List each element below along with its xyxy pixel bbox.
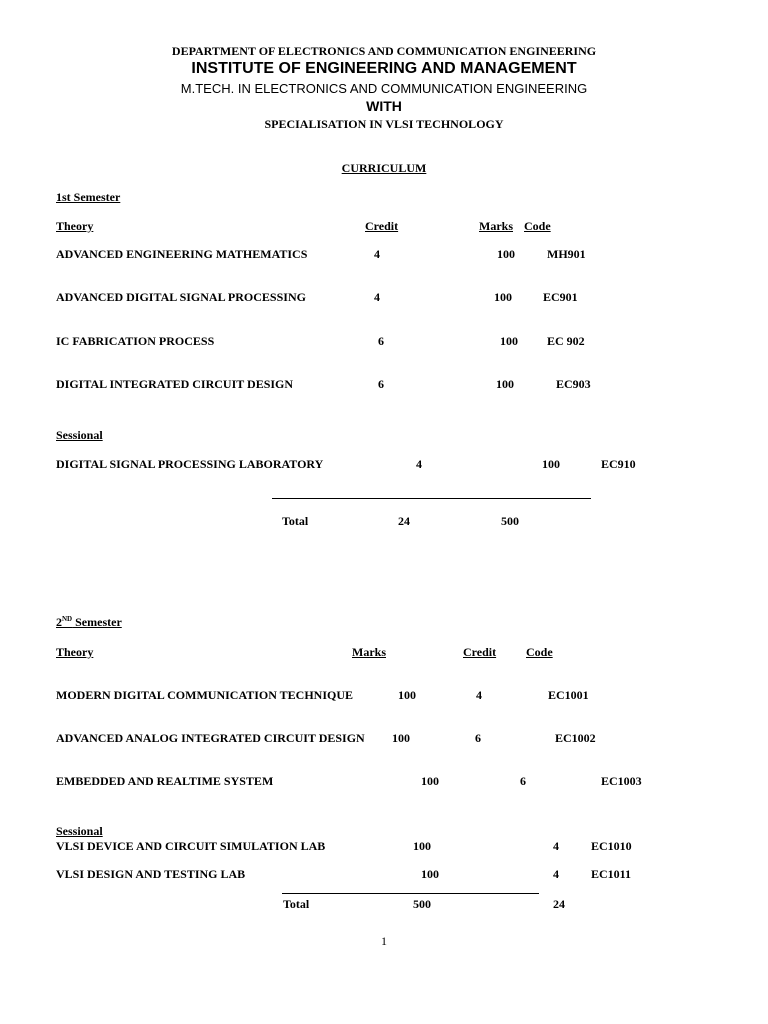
- course-credit: 4: [416, 457, 422, 471]
- course-code: EC910: [601, 457, 636, 471]
- sem2-total-marks: 500: [413, 897, 431, 911]
- course-marks: 100: [421, 867, 439, 881]
- department-heading: DEPARTMENT OF ELECTRONICS AND COMMUNICATION ENGINEERING: [171, 44, 597, 58]
- course-code: EC1001: [548, 688, 589, 702]
- course-marks: 100: [497, 247, 515, 261]
- course-marks: 100: [392, 731, 410, 745]
- sem2-header-code: Code: [526, 645, 553, 659]
- course-name: ADVANCED ENGINEERING MATHEMATICS: [56, 247, 308, 261]
- course-marks: 100: [421, 774, 439, 788]
- course-name: MODERN DIGITAL COMMUNICATION TECHNIQUE: [56, 688, 354, 702]
- course-credit: 4: [553, 867, 559, 881]
- course-name: ADVANCED ANALOG INTEGRATED CIRCUIT DESIGN: [56, 731, 365, 745]
- course-name: ADVANCED DIGITAL SIGNAL PROCESSING: [56, 290, 306, 304]
- course-credit: 4: [374, 290, 380, 304]
- curriculum-heading: CURRICULUM: [341, 161, 427, 175]
- with-heading: WITH: [366, 98, 402, 114]
- course-name: VLSI DESIGN AND TESTING LAB: [56, 867, 246, 881]
- course-credit: 4: [374, 247, 380, 261]
- course-marks: 100: [494, 290, 512, 304]
- course-credit: 6: [475, 731, 481, 745]
- sem1-total-divider: [272, 498, 591, 499]
- program-heading: M.TECH. IN ELECTRONICS AND COMMUNICATION ENGINEERING: [180, 81, 588, 96]
- course-name: VLSI DEVICE AND CIRCUIT SIMULATION LAB: [56, 839, 326, 853]
- course-name: DIGITAL SIGNAL PROCESSING LABORATORY: [56, 457, 324, 471]
- course-code: EC1003: [601, 774, 642, 788]
- sem1-header-credit: Credit: [365, 219, 399, 233]
- course-marks: 100: [542, 457, 560, 471]
- course-marks: 100: [413, 839, 431, 853]
- sem2-total-label: Total: [283, 897, 310, 911]
- sem2-sessional-title: Sessional: [56, 824, 103, 838]
- sem1-sessional-title: Sessional: [56, 428, 103, 442]
- sem1-total-credit: 24: [398, 514, 410, 528]
- course-code: EC901: [543, 290, 578, 304]
- sem1-header-theory: Theory: [56, 219, 94, 233]
- sem1-header-code: Code: [524, 219, 551, 233]
- course-code: EC1002: [555, 731, 596, 745]
- semester2-title: 2ND Semester: [56, 615, 122, 629]
- semester1-title: 1st Semester: [56, 190, 121, 204]
- page-number: 1: [381, 934, 387, 948]
- course-code: EC1011: [591, 867, 632, 881]
- sem1-header-marks: Marks: [479, 219, 513, 233]
- course-marks: 100: [500, 334, 518, 348]
- course-marks: 100: [496, 377, 514, 391]
- course-credit: 4: [476, 688, 482, 702]
- course-name: EMBEDDED AND REALTIME SYSTEM: [56, 774, 274, 788]
- sem2-total-credit: 24: [553, 897, 565, 911]
- course-marks: 100: [398, 688, 416, 702]
- sem2-header-credit: Credit: [463, 645, 497, 659]
- course-code: EC903: [556, 377, 591, 391]
- sem1-total-marks: 500: [501, 514, 519, 528]
- course-credit: 6: [378, 377, 384, 391]
- institute-heading: INSTITUTE OF ENGINEERING AND MANAGEMENT: [191, 60, 577, 77]
- course-name: DIGITAL INTEGRATED CIRCUIT DESIGN: [56, 377, 294, 391]
- sem1-total-label: Total: [282, 514, 309, 528]
- course-code: EC 902: [547, 334, 585, 348]
- sem2-total-divider: [282, 893, 539, 894]
- course-credit: 6: [520, 774, 526, 788]
- course-credit: 6: [378, 334, 384, 348]
- sem2-header-marks: Marks: [352, 645, 386, 659]
- specialisation-heading: SPECIALISATION IN VLSI TECHNOLOGY: [264, 117, 504, 131]
- course-code: EC1010: [591, 839, 632, 853]
- course-credit: 4: [553, 839, 559, 853]
- course-code: MH901: [547, 247, 586, 261]
- course-name: IC FABRICATION PROCESS: [56, 334, 215, 348]
- sem2-header-theory: Theory: [56, 645, 94, 659]
